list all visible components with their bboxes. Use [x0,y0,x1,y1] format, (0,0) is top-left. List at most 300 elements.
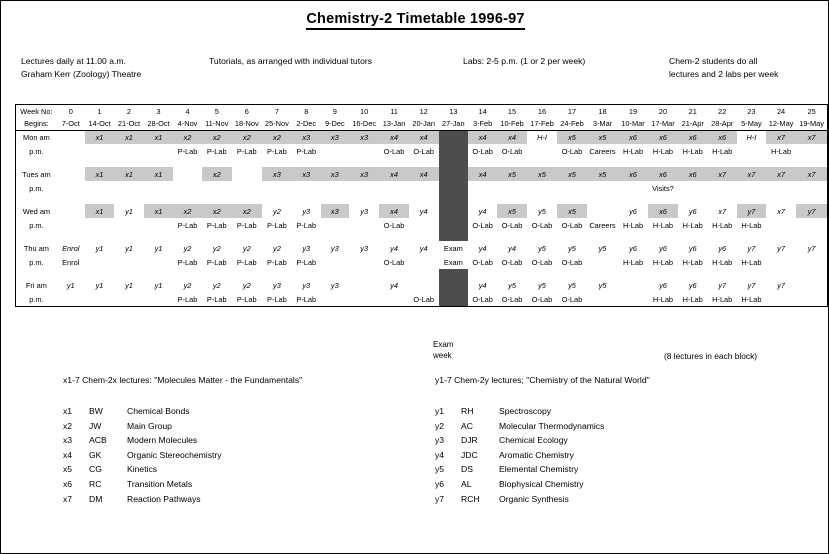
blocks-note: (8 lectures in each block) [664,351,758,361]
legend-course-name: Biophysical Chemistry [499,478,584,489]
cell-fri-am-w1: y1 [95,280,104,290]
note-students-line2: lectures and 2 labs per week [669,69,779,79]
legend-code: y2 [435,420,445,431]
cell-fri-am-w25 [796,278,827,292]
row-separator-cell [557,158,587,167]
cell-fri-am-w16: y5 [538,280,546,290]
row-separator-cell [379,269,409,278]
cell-fri-am-w8: y3 [302,280,311,290]
row-separator-cell [796,158,827,167]
cell-thu-am-w19: y6 [629,243,637,253]
cell-mon-pm-w16 [527,144,557,158]
legend-staff-initials: JW [89,420,102,431]
cell-thu-pm-w5: P-Lab [206,257,227,267]
page-title [1,11,829,27]
cell-mon-am-w24: x7 [766,130,796,144]
cell-mon-am-w6: x2 [232,130,262,144]
cell-fri-pm-w8: P-Lab [296,294,317,304]
week-begins-date: 4-Nov [177,119,198,129]
week-number-13: 13 [449,107,458,116]
cell-tues-pm-w1 [85,181,115,195]
row-separator-cell [292,158,321,167]
cell-tues-pm-w22 [707,181,737,195]
cell-thu-pm-w20: H-Lab [652,257,674,267]
legend-item [435,419,604,434]
legend-staff-initials: DS [461,464,473,475]
row-separator-cell [202,232,232,241]
week-number-11: 11 [390,107,398,116]
cell-thu-am-w14: y4 [478,243,487,253]
cell-fri-pm-w1 [85,292,115,306]
week-begins-date: 12-May [768,119,794,129]
row-separator [16,269,827,278]
cell-thu-am-w21: y6 [688,243,697,253]
cell-wed-am-w4: x2 [173,204,202,218]
cell-mon-pm-w3 [144,144,174,158]
cell-thu-am-w16: y5 [538,243,546,253]
cell-thu-pm-w18 [587,255,618,269]
week-no-label: Week No: [20,107,53,116]
cell-fri-pm-w25 [796,292,827,306]
row-separator-cell [232,158,262,167]
cell-wed-pm-w0 [57,218,85,232]
week-number-row [16,105,827,118]
cell-wed-pm-w3 [144,218,174,232]
legend-item [63,492,222,507]
week-number-25: 25 [807,107,816,116]
row-separator-cell [173,269,202,278]
legend-item [435,433,604,448]
pm-label-thu: p.m. [29,257,44,267]
pm-label-fri: p.m. [29,294,44,304]
cell-thu-am-w22: y6 [718,243,727,253]
week-number-8: 8 [304,107,309,116]
cell-mon-pm-w20: H-Lab [652,146,674,156]
cell-fri-pm-w6: P-Lab [236,294,257,304]
cell-thu-am-w13: Exam [443,243,463,253]
pm-label-mon: p.m. [29,146,44,156]
cell-mon-am-w7: x2 [262,130,292,144]
cell-mon-am-w23: H-I [746,132,757,142]
row-separator-cell [648,269,678,278]
row-separator-cell [497,269,527,278]
cell-wed-am-w20: x6 [648,204,678,218]
cell-tues-am-w20: x6 [648,167,678,181]
cell-tues-am-w14: x4 [468,167,497,181]
legend-course-name: Elemental Chemistry [499,464,579,475]
cell-thu-pm-w22: H-Lab [712,257,733,267]
cell-wed-pm-w14: O-Lab [472,220,493,230]
cell-thu-am-w9: y3 [330,243,339,253]
cell-mon-pm-w19: H-Lab [622,146,644,156]
week-begins-date: 27-Jan [442,119,465,129]
cell-tues-pm-w25 [796,181,827,195]
row-separator-cell [618,269,648,278]
row-thu-am [16,241,827,255]
week-begins-date: 14-Oct [88,119,111,129]
row-separator-cell [379,158,409,167]
day-label-wed: Wed am [22,206,51,216]
cell-wed-am-w6: x2 [232,204,262,218]
row-separator-cell [439,269,469,278]
row-separator-cell [497,195,527,204]
exam-week-caption [433,339,453,361]
cell-wed-pm-w22: H-Lab [712,220,733,230]
row-separator-cell [497,158,527,167]
legend-x-heading: x1-7 Chem-2x lectures: "Molecules Matter - the Fundamentals" [63,375,303,385]
cell-tues-pm-w9 [321,181,350,195]
cell-wed-am-w18 [587,204,618,218]
cell-tues-pm-w11 [379,181,409,195]
row-separator-cell [707,158,737,167]
week-begins-row [16,118,827,130]
cell-thu-am-w12: y4 [419,243,428,253]
cell-wed-pm-w8: P-Lab [296,220,317,230]
week-number-1: 1 [97,107,102,116]
legend-code: y7 [435,493,445,504]
cell-thu-pm-w15: O-Lab [501,257,523,267]
cell-fri-pm-w0 [57,292,85,306]
legend-staff-initials: GK [89,449,102,460]
cell-thu-pm-w3 [144,255,174,269]
cell-fri-am-w12 [409,278,439,292]
cell-thu-am-w5: y2 [212,243,221,253]
cell-fri-am-w10 [349,278,379,292]
cell-fri-pm-w9 [321,292,350,306]
row-thu-pm [16,255,827,269]
note-students [669,55,778,81]
row-separator-cell [57,232,85,241]
row-wed-am [16,204,827,218]
cell-tues-pm-w2 [114,181,144,195]
legend-staff-initials: JDC [461,449,478,460]
legend-code: y1 [435,406,445,416]
cell-fri-pm-w7: P-Lab [267,294,287,304]
cell-tues-am-w4 [173,167,202,181]
cell-wed-pm-w18: Careers [589,220,616,230]
legend-item [63,433,222,448]
row-separator-cell [587,232,618,241]
cell-thu-pm-w24 [766,255,796,269]
cell-mon-am-w4: x2 [173,130,202,144]
cell-fri-am-w5: y2 [212,280,221,290]
cell-fri-pm-w3 [144,292,174,306]
cell-fri-pm-w11 [379,292,409,306]
cell-mon-pm-w23 [737,144,766,158]
legend-staff-initials: RCH [461,493,480,504]
cell-mon-am-w13 [439,130,469,144]
row-separator-cell [648,232,678,241]
row-separator-cell [409,232,439,241]
row-separator-cell [85,269,115,278]
cell-fri-am-w22: y7 [718,280,727,290]
cell-mon-pm-w13 [439,144,469,158]
week-number-24: 24 [776,107,786,116]
legend-course-name: Spectroscopy [499,406,552,416]
legend-x-list [63,404,222,506]
cell-thu-pm-w16: O-Lab [531,257,553,267]
day-label-tues: Tues am [22,169,51,179]
cell-tues-am-w10: x3 [349,167,379,181]
cell-wed-pm-w4: P-Lab [177,220,198,230]
cell-mon-pm-w7: P-Lab [267,146,287,156]
week-begins-date: 2-Dec [296,119,317,129]
legend-course-name: Chemical Bonds [127,406,190,416]
week-begins-date: 19-May [799,119,824,129]
row-separator-cell [85,195,115,204]
legend-code: y6 [435,478,445,489]
row-separator-cell [557,195,587,204]
cell-fri-pm-w13 [439,292,469,306]
cell-wed-pm-w21: H-Lab [682,220,703,230]
cell-thu-pm-w9 [321,255,350,269]
legend-course-name: Modern Molecules [127,435,198,446]
cell-fri-pm-w21: H-Lab [682,294,703,304]
cell-wed-am-w21: y6 [688,206,697,216]
cell-fri-pm-w22: H-Lab [712,294,733,304]
row-separator-cell [379,232,409,241]
row-separator-cell [648,195,678,204]
cell-thu-am-w2: y1 [125,243,133,253]
cell-tues-pm-w7 [262,181,292,195]
row-separator-cell [85,158,115,167]
note-students-line1: Chem-2 students do all [669,56,758,66]
row-separator-cell [202,158,232,167]
row-separator-cell [57,158,85,167]
cell-thu-pm-w23: H-Lab [741,257,762,267]
row-separator-cell [766,232,796,241]
row-separator-cell [202,195,232,204]
week-number-4: 4 [185,107,190,116]
row-separator-cell [114,158,144,167]
legend-code: x2 [63,420,73,431]
legend-staff-initials: RC [89,478,102,489]
cell-thu-am-w10: y3 [360,243,369,253]
cell-tues-pm-w23 [737,181,766,195]
row-separator-label [16,269,57,278]
week-begins-date: 5-May [741,119,762,129]
legend-staff-initials: BW [89,406,103,416]
cell-fri-am-w4: y2 [183,280,192,290]
cell-tues-pm-w16 [527,181,557,195]
cell-tues-am-w1: x1 [85,167,115,181]
cell-mon-pm-w14: O-Lab [472,146,493,156]
row-separator-cell [173,158,202,167]
week-number-12: 12 [419,107,428,116]
week-number-0: 0 [68,107,73,116]
cell-mon-pm-w12: O-Lab [413,146,434,156]
row-separator-cell [796,269,827,278]
cell-fri-am-w11: y4 [390,280,398,290]
cell-wed-pm-w13 [439,218,469,232]
row-separator-cell [766,269,796,278]
cell-mon-pm-w9 [321,144,350,158]
row-separator-cell [468,269,497,278]
note-labs: Labs: 2-5 p.m. (1 or 2 per week) [463,56,586,66]
legend-code: x5 [63,464,73,475]
cell-fri-am-w14: y4 [478,280,487,290]
row-separator-cell [678,195,708,204]
legend-course-name: Organic Stereochemistry [127,449,222,460]
legend-code: x3 [63,435,73,446]
cell-mon-pm-w25 [796,144,827,158]
cell-tues-am-w12: x4 [409,167,439,181]
week-number-20: 20 [658,107,668,116]
cell-wed-pm-w12 [409,218,439,232]
row-separator-cell [707,232,737,241]
row-separator-cell [262,158,292,167]
note-tutorials: Tutorials, as arranged with individual tutors [209,56,373,66]
cell-wed-pm-w16: O-Lab [531,220,553,230]
row-fri-pm [16,292,827,306]
cell-mon-am-w17: x5 [557,130,587,144]
cell-wed-pm-w7: P-Lab [267,220,287,230]
cell-wed-am-w12: y4 [419,206,428,216]
cell-tues-am-w8: x3 [292,167,321,181]
cell-tues-am-w2: x1 [114,167,144,181]
row-separator-cell [618,232,648,241]
week-begins-date: 24-Feb [560,119,584,129]
legend-course-name: Transition Metals [127,478,193,489]
row-separator-cell [232,195,262,204]
cell-wed-am-w16: y5 [538,206,546,216]
legend-code: x4 [63,449,73,460]
cell-thu-pm-w11: O-Lab [383,257,405,267]
cell-mon-am-w14: x4 [468,130,497,144]
legend-item [435,462,604,477]
cell-tues-pm-w3 [144,181,174,195]
row-separator-cell [527,269,557,278]
legend-code: x1 [63,406,73,416]
begins-label: Begins: [24,119,49,129]
cell-fri-am-w17: y5 [568,280,576,290]
legend-course-name: Kinetics [127,464,158,475]
cell-mon-am-w5: x2 [202,130,232,144]
row-separator-cell [796,232,827,241]
week-begins-date: 13-Jan [382,119,406,129]
cell-wed-pm-w15: O-Lab [501,220,523,230]
legend-y-list [435,404,604,506]
cell-wed-pm-w1 [85,218,115,232]
cell-tues-am-w13 [439,167,469,181]
row-separator-cell [587,269,618,278]
row-separator-cell [737,269,766,278]
cell-tues-pm-w13 [439,181,469,195]
exam-caption-line2: week [433,351,452,360]
cell-fri-am-w15: y5 [508,280,516,290]
cell-mon-am-w2: x1 [114,130,144,144]
cell-thu-am-w0: Enrol [62,243,80,253]
week-begins-date: 16-Dec [352,119,377,129]
cell-wed-am-w14: y4 [478,206,487,216]
legend-course-name: Organic Synthesis [499,493,569,504]
cell-fri-pm-w18 [587,292,618,306]
cell-thu-am-w4: y2 [183,243,192,253]
row-separator-cell [57,269,85,278]
row-separator-cell [262,232,292,241]
cell-thu-pm-w21: H-Lab [682,257,703,267]
row-separator-cell [202,269,232,278]
cell-mon-am-w19: x6 [618,130,648,144]
cell-fri-pm-w19 [618,292,648,306]
row-separator-cell [114,195,144,204]
row-separator-cell [527,158,557,167]
row-separator-label [16,158,57,167]
legend-course-name: Molecular Thermodynamics [499,420,605,431]
row-separator [16,158,827,167]
row-separator-cell [409,158,439,167]
cell-fri-am-w21: y6 [688,280,697,290]
cell-wed-pm-w25 [796,218,827,232]
cell-fri-pm-w4: P-Lab [177,294,198,304]
row-separator-cell [737,232,766,241]
cell-tues-pm-w12 [409,181,439,195]
cell-mon-pm-w2 [114,144,144,158]
week-number-15: 15 [507,107,517,116]
week-number-14: 14 [478,107,487,116]
row-separator-cell [144,195,174,204]
note-lectures [21,55,141,81]
week-begins-date: 25-Nov [264,119,289,129]
row-separator-cell [557,269,587,278]
cell-fri-am-w2: y1 [125,280,133,290]
cell-wed-pm-w6: P-Lab [236,220,257,230]
cell-mon-am-w3: x1 [144,130,174,144]
cell-fri-am-w24: y7 [777,280,785,290]
row-tues-pm [16,181,827,195]
cell-fri-am-w3: y1 [154,280,163,290]
row-separator-cell [292,269,321,278]
cell-tues-pm-w5 [202,181,232,195]
cell-wed-am-w2: y1 [125,206,133,216]
row-mon-pm [16,144,827,158]
cell-mon-am-w10: x3 [349,130,379,144]
cell-thu-am-w7: y2 [273,243,281,253]
cell-wed-am-w22: x7 [718,206,727,216]
cell-tues-am-w23: x7 [737,167,766,181]
row-separator-cell [379,195,409,204]
cell-tues-am-w24: x7 [766,167,796,181]
cell-mon-am-w9: x3 [321,130,350,144]
cell-mon-pm-w18: Careers [589,146,616,156]
week-begins-date: 28-Oct [147,119,170,129]
cell-thu-pm-w17: O-Lab [561,257,583,267]
row-separator-cell [737,158,766,167]
row-separator-cell [439,195,469,204]
row-separator-cell [321,232,350,241]
pm-label-wed: p.m. [29,220,44,230]
cell-tues-am-w19: x6 [618,167,648,181]
row-fri-am [16,278,827,292]
cell-tues-am-w9: x3 [321,167,350,181]
row-separator-cell [321,158,350,167]
cell-wed-pm-w24 [766,218,796,232]
cell-fri-pm-w24 [766,292,796,306]
week-number-3: 3 [156,107,161,116]
row-separator-cell [707,195,737,204]
cell-mon-pm-w5: P-Lab [206,146,227,156]
cell-fri-pm-w16: O-Lab [531,294,553,304]
cell-wed-am-w17: x5 [557,204,587,218]
cell-tues-pm-w19 [618,181,648,195]
cell-fri-am-w9: y3 [330,280,339,290]
week-begins-date: 10-Mar [621,119,645,129]
cell-wed-am-w10: y3 [360,206,369,216]
legend-item [435,492,604,507]
timetable-table [16,105,827,306]
week-begins-date: 28-Apr [711,119,734,129]
row-separator-cell [587,158,618,167]
